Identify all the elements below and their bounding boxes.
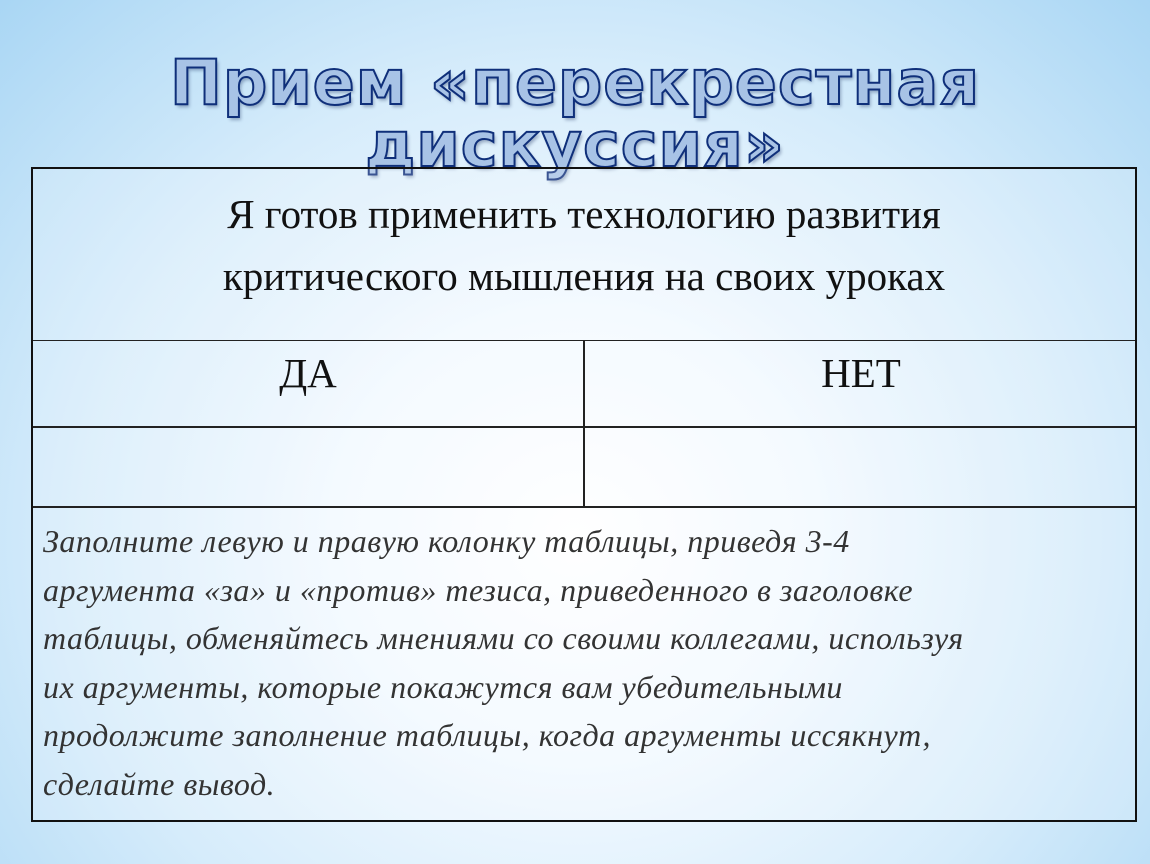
column-header-yes: ДА [279, 350, 337, 396]
instructions-line-1: Заполните левую и правую колонку таблицы, приведя 3-4 [43, 523, 850, 559]
answer-cell-no[interactable] [585, 428, 1137, 506]
thesis-line-1: Я готов применить технологию развития [227, 191, 941, 237]
thesis-cell [33, 169, 1135, 341]
instructions-line-2: аргумента «за» и «против» тезиса, приведенного в заголовке [43, 571, 914, 608]
answer-cell-yes[interactable] [33, 428, 583, 506]
row-divider [33, 506, 1135, 508]
instructions-text [43, 517, 1128, 809]
instructions-line-6: сделайте вывод. [43, 765, 276, 802]
discussion-table [31, 167, 1137, 822]
instructions-line-4: их аргументы, которые покажутся вам убедительными [43, 668, 843, 705]
thesis-line-2: критического мышления на своих уроках [222, 253, 946, 299]
instructions-line-3: таблицы, обменяйтесь мнениями со своими коллегами, используя [43, 620, 964, 657]
slide-title: Прием «перекрестная дискуссия» [169, 46, 981, 181]
instructions-line-5: продолжите заполнение таблицы, когда аргументы иссякнут, [43, 717, 932, 754]
column-header-no: НЕТ [821, 350, 901, 396]
